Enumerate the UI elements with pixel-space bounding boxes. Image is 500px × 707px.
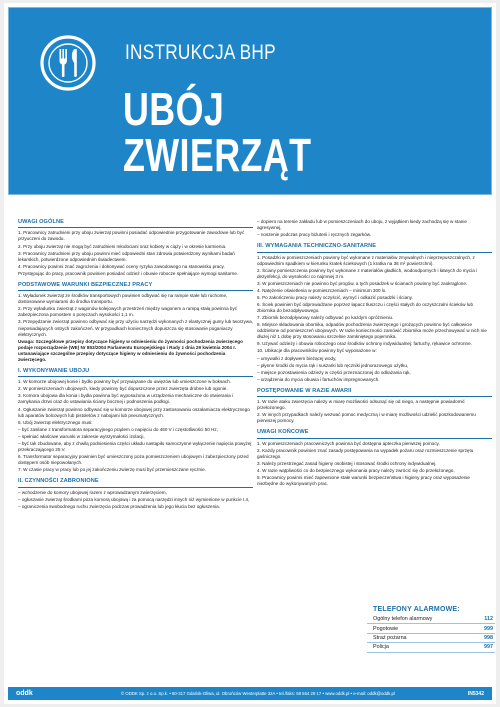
section-text: 4. Natężenie oświetlenia w pomieszczeniach – minimum 300 lx.: [257, 287, 387, 293]
section: [18, 219, 253, 277]
section-text: – dopiero na terenie zakładu lub w pomieszczeniach do uboju, z wyjątkiem kiedy zachodzą się w stanie agresywnej,: [257, 219, 467, 231]
section-text: 9. Używać odzieży i obuwia roboczego oraz środków ochrony indywidualnej: fartuchy, rękawice ochronne.: [257, 341, 472, 347]
page-title: UBÓJ ZWIERZĄT: [123, 83, 312, 181]
section-text: 2. W pomieszczeniach ubojowych, kiedy powinny być dopuszczone przez zwierzęta drobne lub ogonie.: [18, 386, 228, 392]
phone-row: [367, 624, 495, 633]
phone-row: [367, 643, 495, 652]
section-text: 1. Pracownicy zatrudnieni przy uboju zwierząt powinni posiadać odpowiednie przygotowanie zawodowe lub być przyuczeni do zawodu.: [18, 230, 245, 242]
section-heading: UWAGI KOŃCOWE: [257, 429, 492, 438]
section-heading: POSTĘPOWANIE W RAZIE AWARII: [257, 388, 492, 397]
section-heading: III. WYMAGANIA TECHNICZNO-SANITARNE: [257, 243, 492, 252]
section-text: – płynne środki do mycia rąk i suszarki lub ręczniki jednorazowego użytku,: [257, 362, 409, 368]
footer-bar: [8, 687, 492, 700]
left-column: [18, 219, 253, 515]
section: [18, 478, 253, 510]
section-text: – być tak zbudowane, aby z chwilą podniesienia części układu nastąpiło samoczynne wyłączenie napięcia powyżej przekraczającego 25 V.: [18, 440, 252, 452]
emergency-phones-box: [367, 606, 495, 653]
section-text: 3. Komora ubojowa dla konia i bydła powinna być wyposażona w urządzenia mechaniczne do otwierania i zamykania drzwi oraz do ustawiania ściany bocznej i podnoszenia podłogi.: [18, 393, 234, 405]
section-text: 3. Przepędzanie zwierząt powinno odbywać się przy użyciu narzędzi wykonanych z elastycznej gumy lub tworzywa, nieposiadających ostrych zakończeń. W przypadkach koniecznych dopuszcza się stosowanie poganiaczy elektrycznych.: [18, 319, 253, 337]
section: [257, 429, 492, 487]
phone-label: Ogólny telefon alarmowy: [373, 616, 433, 623]
section-heading: I. WYKONYWANIE UBOJU: [18, 368, 253, 377]
right-column: [257, 219, 492, 492]
phones-title: TELEFONY ALARMOWE:: [373, 606, 460, 613]
section-text: – ogłuszanie zwierząt środkami poza komorą ubojową i za pomocą narzędzi innych niż wymienione w punkcie I.4,: [18, 496, 250, 502]
section-text: 6. Transformator separacyjny powinien być umieszczony poza pomieszczeniem ubojowym i zabezpieczony przed dostępem osób niepowołanych.: [18, 453, 249, 465]
section-text: Przystępując do pracy, pracownik powinien posiadać odzież i obuwie robocze spełniające wymogi sanitarne.: [18, 270, 239, 276]
section-text: 3. Pracownicy zatrudnieni przy uboju powinni mieć odpowiedni stan zdrowia potwierdzony wynikami badań lekarskich, potwierdzone odpowiednim świadectwem.: [18, 250, 235, 262]
section-heading: II. CZYNNOŚCI ZABRONIONE: [18, 478, 253, 487]
section-text: 5. Pracownicy powinni mieć zapewnione stałe warunki bezpieczeństwa i higieny pracy oraz wyposażenie niezbędne do wykonywanych prac.: [257, 475, 470, 487]
section-text: 4. W razie wątpliwości co do bezpiecznego wykonania pracy należy zwrócić się do przełożonego.: [257, 468, 455, 473]
section: [257, 243, 492, 383]
phone-label: Policja: [373, 644, 389, 651]
section: [257, 388, 492, 425]
plate-fork-knife-icon: [39, 34, 97, 92]
footer-contact: © ODDK Sp. z o.o. Sp.k. • 80-317 Gdańsk-Oliwa, ul. Obrońców Westerplatte 32A • tel./faks: 58 554 29 17 • www.oddk.pl • e-mail: oddk@oddk.pl: [121, 691, 395, 696]
section-text: 7. Zbiornik bezodpływowy należy odbywać po każdym opróżnieniu.: [257, 315, 394, 321]
section-text: 3. Należy przestrzegać zasad higieny osobistej i stosować środki ochrony indywidualnej.: [257, 460, 437, 466]
section-note: Uwaga: Szczegółowe przepisy dotyczące higieny w odniesieniu do żywności pochodzenia zwierzęcego podaje rozporządzenie (WE) Nr 853/2004 Parlamentu Europejskiego i Rady z dnia 29 kwietnia 2004 r. ustanawiające szczególne przepisy dotyczące higieny w odniesieniu do żywności pochodzenia zwierzęcego.: [18, 338, 243, 362]
section-text: 6. Ściek powinien być odprowadzane poprzez łapacz tłuszczu i części stałych do oczyszczalni ścieków lub zbiornika do bezodpływowego.: [257, 302, 474, 314]
section-text: – miejsce pozostawienia odzieży w części przeznaczonej do odkażania rąk,: [257, 369, 411, 375]
document-type: INSTRUKCJA BHP: [125, 41, 276, 64]
brand-logo: oddk: [16, 690, 33, 697]
phone-number: 112: [484, 616, 493, 623]
section-text: 2. Każdy pracownik powinien znać zasady postępowania na wypadek pożaru oraz rozmieszczenie sprzętu gaśniczego.: [257, 447, 474, 459]
section-text: 2. Ściany pomieszczenia powinny być wykonane z materiałów gładkich, wodoodpornych i łatwych do mycia i dezynfekcji, do wysokości co najmniej 3 m.: [257, 267, 478, 279]
phone-row: [367, 634, 495, 643]
phone-number: 999: [484, 625, 493, 632]
section-text: – spełniać właściwe warunki w zakresie wytrzymałości izolacji,: [18, 433, 145, 439]
section-text: 1. W razie ataku zwierzęcia należy w miarę możliwości odsunąć się od niego, a następnie powiadomić przełożonego.: [257, 399, 465, 411]
phone-row: [367, 615, 495, 624]
section-heading: UWAGI OGÓLNE: [18, 219, 253, 228]
phone-label: Pogotowie: [373, 625, 399, 632]
section-heading: PODSTAWOWE WARUNKI BEZPIECZNEJ PRACY: [18, 282, 253, 291]
phone-number: 998: [484, 634, 493, 641]
section-text: 5. Ubój zwierząt elektrycznego musi:: [18, 419, 93, 425]
section: [18, 282, 253, 363]
section-text: 10. Ubikacje dla pracowników powinny być wyposażone w:: [257, 348, 377, 354]
phone-label: Straż pożarna: [373, 634, 407, 641]
section-text: 1. W pomieszczeniach pracowniczych powinna być dostępna apteczka pierwszej pomocy.: [257, 440, 440, 446]
phone-number: 997: [484, 644, 493, 651]
section-text: 1. W komorze ubojowej konie i bydło powinny być przywiązane do uwięzów lub umieszczone w boksach.: [18, 379, 231, 385]
section-text: 2. Przy uboju zwierząt nie mogą być zatrudnieni młodociani oraz kobiety w ciąży i w okresie karmienia.: [18, 243, 227, 249]
section-text: 5. Po zakończeniu pracy należy oczyścić, wymyć i odkazić posadzki i ściany.: [257, 294, 413, 300]
section: [257, 219, 492, 238]
section-text: – wchodzenie do komory ubojowej razem z wprowadzanym zwierzęciem,: [18, 489, 167, 495]
instruction-sheet: [4, 3, 496, 704]
section-text: 8. Miejsce składowania obornika, odpadów pochodzenia zwierzęcego i grożących powinno być całkowicie oddzielone od pomieszczeń ubojowych. W razie konieczności zamówić zbiornika może przechowywać w nich nie dłużej niż 1 dobę przy stosowaniu szczelnie zamkniętego pojemnika.: [257, 322, 487, 340]
header-banner: [8, 7, 492, 195]
section-text: – ograniczenia swobodnego ruchu zwierzęcia podczas prowadzenia lub jego kłucia bez ogłuszenia.: [18, 503, 220, 509]
document-code: IN5342: [467, 690, 484, 697]
section-text: 4. Ogłuszanie zwierząt powinno odbywać się w komorze ubojowej przy zastosowaniu oszałamiacza elektrycznego lub aparatów bolcowych lub pistoletów z nabojami lub pneumatycznych.: [18, 406, 250, 418]
section-text: 2. W innych przypadkach należy wezwać pomoc medyczną i w miarę możliwości udzielić poszkodowanemu pierwszej pomocy.: [257, 412, 476, 424]
section-text: 3. W pomieszczeniach nie powinno być progów, a tych posadzek w ścianach powinny być zaokrąglone.: [257, 280, 468, 286]
section-text: 4. Pracownicy powinni znać zagrożenia i dokonywać oceny ryzyka zawodowego na stanowisku pracy.: [18, 263, 225, 269]
section-text: – urządzenia do mycia obuwia i fartuchów impregnowanych.: [257, 376, 380, 382]
section-text: 1. Posadzki w pomieszczeniach powinny być wykonane z materiałów zmywalnych i nieprzepuszczalnych, z odpowiednim spadkiem w kierunku kratek ściekowych (1 kratka na 36 m² powierzchni).: [257, 254, 475, 266]
section-text: 7. W czasie pracy w pracy lub po jej zakończeniu zwierzę musi być przemieszczane ręcznie.: [18, 467, 206, 473]
section-text: – być zasilane z transformatora separacyjnego prądem o napięciu do 460 V i częstotliwości 50 Hz,: [18, 426, 218, 432]
section-text: 1. Wyładunek zwierząt ze środków transportowych powinien odbywać się na rampie stałe lub ruchome, dostosowane wymiarami do środka transportu.: [18, 293, 228, 305]
section: [18, 368, 253, 473]
section-text: 2. Przy wyładunku zwierząt z wagonów kolejowych przestrzeń między wagonem a rampą stałą powinna być zabezpieczona pomostem o poręczach wysokości 1,1 m.: [18, 306, 238, 318]
section-text: – noszenie podczas pracy biżuterii i ręcznych zegarków.: [257, 232, 372, 238]
section-text: – umywalki z dopływem bieżącej wody,: [257, 355, 337, 361]
